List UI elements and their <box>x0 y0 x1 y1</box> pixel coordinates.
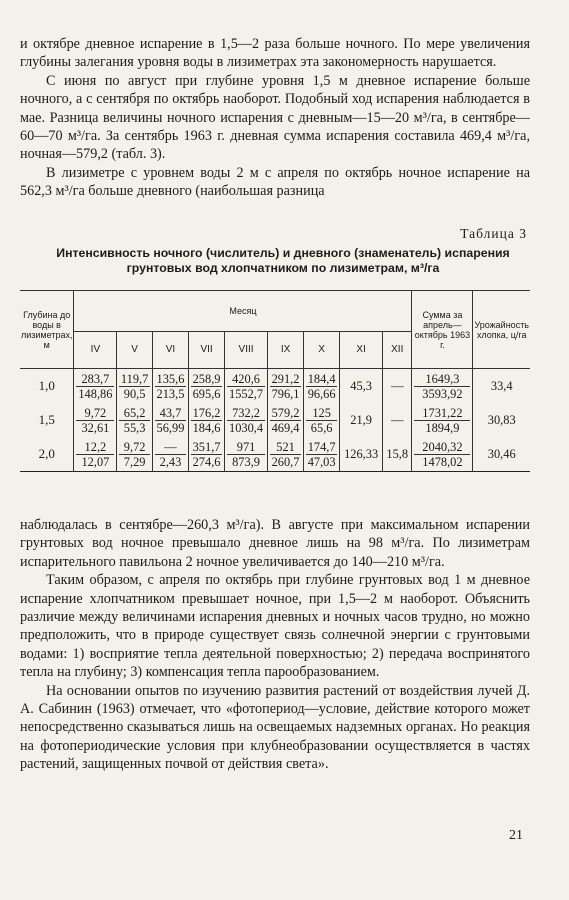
denominator: 148,86 <box>78 386 113 401</box>
page-number: 21 <box>509 828 523 843</box>
table-title: Интенсивность ночного (числитель) и дневного (знаменатель) испарения грунтовых вод хлопчатником по лизиметрам, м³/га <box>56 246 510 275</box>
month-header: V <box>117 332 153 369</box>
numerator: 176,2 <box>192 405 221 420</box>
fraction-cell <box>74 437 117 472</box>
fraction-cell <box>117 437 153 472</box>
month-header: VI <box>152 332 188 369</box>
fraction-cell <box>189 369 225 404</box>
sum-denominator: 1894,9 <box>425 420 460 435</box>
fraction-cell <box>225 403 268 437</box>
sum-numerator: 1649,3 <box>414 371 470 387</box>
denominator: 873,9 <box>232 454 260 469</box>
denominator: 469,4 <box>271 420 300 435</box>
month-header: XI <box>340 332 383 369</box>
month-header: IV <box>74 332 117 369</box>
denominator: 695,6 <box>192 386 221 401</box>
numerator: 351,7 <box>192 439 221 454</box>
denominator: 47,03 <box>307 454 336 469</box>
denominator: 56,99 <box>156 420 185 435</box>
depth-cell: 1,5 <box>20 403 74 437</box>
text-block-bottom <box>20 516 530 774</box>
depth-cell: 1,0 <box>20 369 74 404</box>
paragraph: и октябре дневное испарение в 1,5—2 раза больше ночного. По мере увеличения глубины залегания уровня воды в лизиметрах эта закономерность нарушается. <box>20 36 530 71</box>
numerator: 119,7 <box>120 371 149 386</box>
fraction-cell <box>304 403 340 437</box>
denominator: 12,07 <box>81 454 110 469</box>
table-row <box>20 369 530 404</box>
numerator: 420,6 <box>227 371 265 387</box>
numerator: 971 <box>227 439 265 455</box>
fraction-cell <box>268 437 304 472</box>
table-row <box>20 403 530 437</box>
paragraph: Таким образом, с апреля по октябрь при глубине грунтовых вод 1 м дневное испарение хлопчатником превышает ночное, при 1,5—2 м наоборот. Объяснить различие между величинами испарения дневных и ночных часов трудно, но можно предположить, что в природе существует связь солнечной энергии с грунтовыми водами: 1) восприятие тепла деятельной поверхностью; 2) передача воспринятого тепла на глубину; 3) компенсация тепла парообразованием. <box>20 572 530 681</box>
denominator: 90,5 <box>123 386 146 401</box>
numerator: 174,7 <box>307 439 336 454</box>
month-header: VII <box>189 332 225 369</box>
sum-denominator: 1478,02 <box>422 454 463 469</box>
evaporation-table <box>20 290 530 472</box>
fraction-cell <box>304 369 340 404</box>
numerator: 12,2 <box>76 439 114 455</box>
numerator: 65,2 <box>119 405 150 421</box>
numerator: 43,7 <box>155 405 186 421</box>
numerator: 135,6 <box>156 371 185 386</box>
numerator: 579,2 <box>271 405 300 420</box>
denominator: 32,61 <box>81 420 110 435</box>
header-month: Месяц <box>74 291 412 332</box>
month-value-cell: 45,3 <box>340 369 383 404</box>
table-caption: Таблица 3 <box>460 226 527 241</box>
month-header: XII <box>383 332 412 369</box>
denominator: 65,6 <box>310 420 333 435</box>
yield-cell: 33,4 <box>473 369 530 404</box>
text-block-top <box>20 35 530 201</box>
sum-cell <box>412 369 473 404</box>
fraction-cell <box>189 437 225 472</box>
denominator: 55,3 <box>123 420 146 435</box>
header-sum: Сумма за апрель—октябрь 1963 г. <box>412 291 473 369</box>
table-body <box>20 369 530 472</box>
fraction-cell <box>268 403 304 437</box>
denominator: 1552,7 <box>229 386 264 401</box>
denominator: 7,29 <box>123 454 146 469</box>
month-value-cell: — <box>383 369 412 404</box>
denominator: 274,6 <box>192 454 221 469</box>
denominator: 96,66 <box>307 386 336 401</box>
fraction-cell <box>225 437 268 472</box>
sum-cell <box>412 403 473 437</box>
denominator: 2,43 <box>159 454 182 469</box>
yield-cell: 30,83 <box>473 403 530 437</box>
sum-numerator: 1731,22 <box>414 405 470 421</box>
fraction-cell <box>268 369 304 404</box>
paragraph: На основании опытов по изучению развития растений от воздействия лучей Д. А. Сабинин (1963) отмечает, что «фотопериод—условие, действие которого может непосредственно сказываться лишь на освещаемых надземных органах. Но реакция на фотопериодические условия при клубнеобразовании осуществляется в частях растений, защищенных почвой от действия света». <box>20 682 530 773</box>
header-depth: Глубина до воды в лизиметрах, м <box>20 291 74 369</box>
fraction-cell <box>117 369 153 404</box>
numerator: 283,7 <box>76 371 114 387</box>
sum-cell <box>412 437 473 472</box>
numerator: 184,4 <box>307 371 336 386</box>
numerator: 258,9 <box>192 371 221 386</box>
sum-denominator: 3593,92 <box>422 386 463 401</box>
fraction-cell <box>152 403 188 437</box>
fraction-cell <box>225 369 268 404</box>
table-row <box>20 437 530 472</box>
fraction-cell <box>152 369 188 404</box>
fraction-cell <box>117 403 153 437</box>
denominator: 796,1 <box>271 386 300 401</box>
denominator: 184,6 <box>192 420 221 435</box>
depth-cell: 2,0 <box>20 437 74 472</box>
numerator: 521 <box>270 439 301 455</box>
month-value-cell: 15,8 <box>383 437 412 472</box>
fraction-cell <box>304 437 340 472</box>
paragraph: В лизиметре с уровнем воды 2 м с апреля по октябрь ночное испарение на 562,3 м³/га больше дневного (наибольшая разница <box>20 164 530 200</box>
fraction-cell <box>74 369 117 404</box>
fraction-cell <box>189 403 225 437</box>
numerator: 9,72 <box>76 405 114 421</box>
header-yield: Урожайность хлопка, ц/га <box>473 291 530 369</box>
denominator: 1030,4 <box>229 420 264 435</box>
paragraph: С июня по август при глубине уровня 1,5 м дневное испарение больше ночного, а с сентября по октябрь наоборот. Подобный ход испарения наблюдается в мае. Разница величины ночного испарения с дневным—15—20 м³/га, в сентябре—60—70 м³/га. За сентябрь 1963 г. дневная сумма испарения составила 469,4 м³/га, ночная—579,2 (табл. 3). <box>20 72 530 163</box>
numerator: 732,2 <box>227 405 265 421</box>
numerator: 125 <box>306 405 337 421</box>
numerator: 291,2 <box>271 371 300 386</box>
numerator: — <box>155 439 186 455</box>
month-header: X <box>304 332 340 369</box>
sum-numerator: 2040,32 <box>414 439 470 455</box>
numerator: 9,72 <box>119 439 150 455</box>
month-header: IX <box>268 332 304 369</box>
denominator: 213,5 <box>156 386 185 401</box>
denominator: 260,7 <box>271 454 300 469</box>
month-value-cell: 126,33 <box>340 437 383 472</box>
month-header: VIII <box>225 332 268 369</box>
paragraph: наблюдалась в сентябре—260,3 м³/га). В августе при максимальном испарении грунтовых вод ночное превышало дневное лишь на 98 м³/га. По лизиметрам испарительного павильона 2 ночное увеличивается до 140—210 м³/га. <box>20 517 530 570</box>
fraction-cell <box>74 403 117 437</box>
month-value-cell: — <box>383 403 412 437</box>
fraction-cell <box>152 437 188 472</box>
yield-cell: 30,46 <box>473 437 530 472</box>
month-value-cell: 21,9 <box>340 403 383 437</box>
